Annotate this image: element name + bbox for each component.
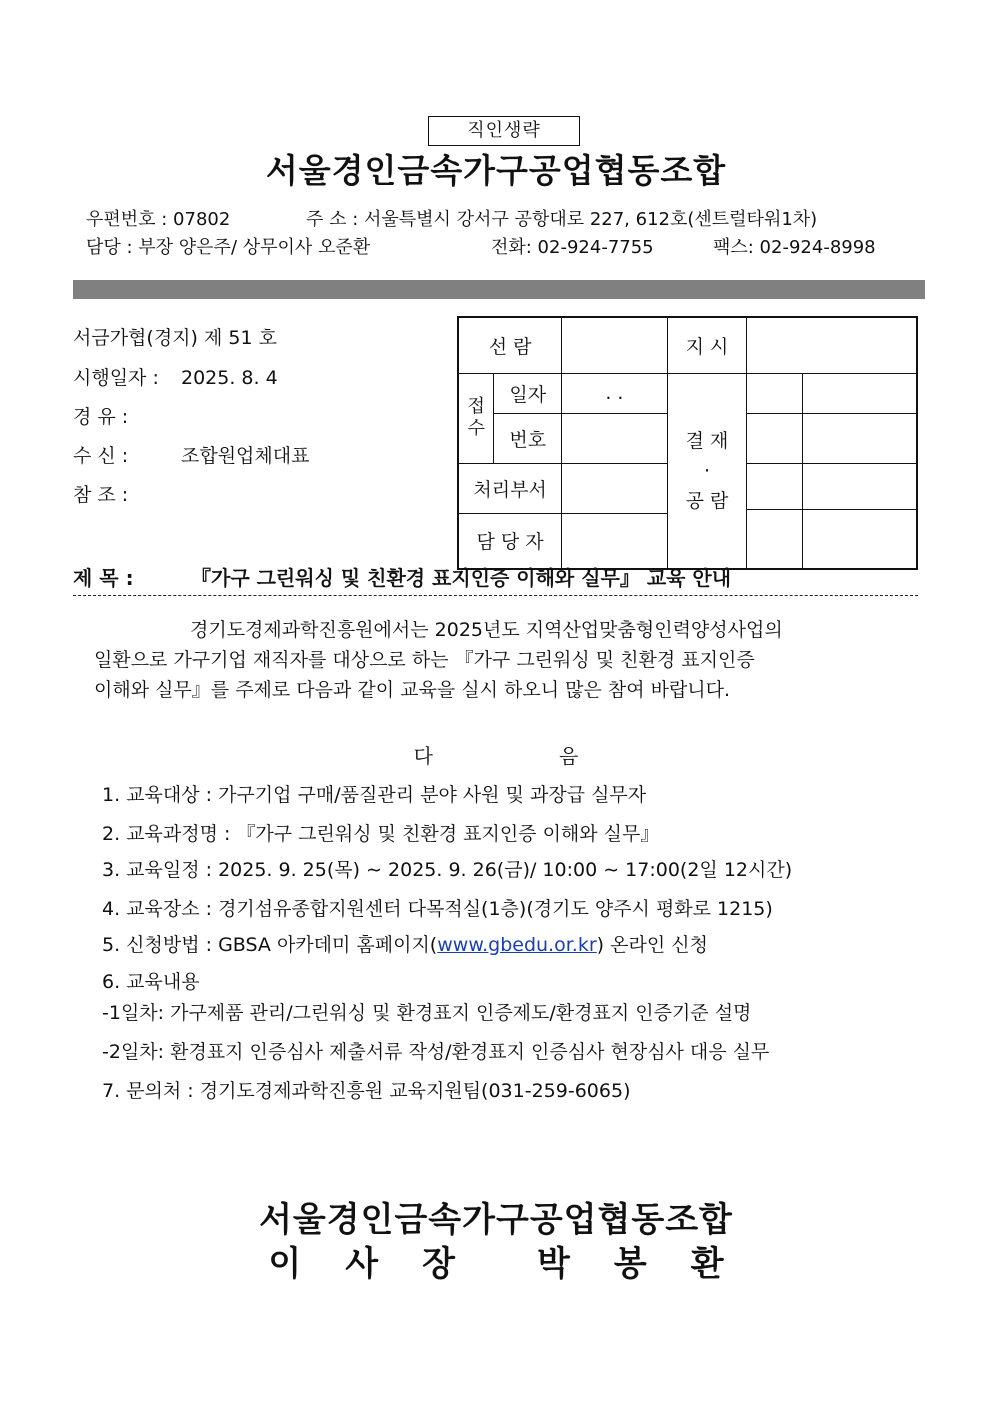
reference-label: 참 조 : — [73, 484, 129, 506]
approval-slot-2b — [803, 413, 917, 463]
fax-number: 팩스: 02-924-8998 — [713, 237, 876, 258]
processing-dept-label: 처리부서 — [458, 463, 562, 513]
item-contact: 7. 문의처 : 경기도경제과학진흥원 교육지원팀(031-259-6065) — [102, 1080, 631, 1102]
receipt-number-value — [562, 413, 667, 463]
body-line-3: 이해와 실무』를 주제로 다음과 같이 교육을 실시 하오니 많은 참여 바랍니다. — [94, 679, 731, 701]
recipient-label: 수 신 : — [73, 445, 129, 467]
approval-label-dot: · — [703, 459, 710, 482]
subject-dashed-divider — [73, 595, 918, 596]
footer-organization: 서울경인금속가구공업협동조합 — [259, 1200, 733, 1240]
body-line-2: 일환으로 가구기업 재직자를 대상으로 하는 『가구 그린워싱 및 친환경 표지인증 — [94, 649, 755, 671]
preview-cell — [562, 317, 667, 373]
approval-label-line1: 결 재 — [685, 429, 729, 452]
footer-title-char: 사 — [345, 1244, 379, 1284]
instruction-cell — [747, 317, 917, 373]
notice-heading-left: 다 — [413, 744, 433, 768]
approval-slot-4b — [803, 509, 917, 569]
approval-slot-2a — [747, 413, 803, 463]
footer-name-char: 환 — [690, 1244, 724, 1284]
item-application-prefix: 5. 신청방법 : GBSA 아카데미 홈페이지( — [102, 934, 438, 956]
reference-row — [73, 480, 181, 507]
notice-heading-right: 음 — [559, 744, 579, 768]
receipt-label — [458, 373, 494, 463]
item-content-heading: 6. 교육내용 — [102, 971, 200, 993]
person-in-charge-label: 담 당 자 — [458, 513, 562, 569]
item-content-day1: -1일차: 가구제품 관리/그린워싱 및 환경표지 인증제도/환경표지 인증기준 설명 — [102, 1002, 752, 1024]
item-target: 1. 교육대상 : 가구기업 구매/품질관리 분야 사원 및 과장급 실무자 — [102, 784, 647, 806]
person-in-charge-value — [562, 513, 667, 569]
recipient-value: 조합원업체대표 — [181, 445, 310, 467]
subject-row — [73, 562, 731, 591]
approval-label-line2: 공 람 — [685, 489, 729, 512]
address: 주 소 : 서울특별시 강서구 공항대로 227, 612호(센트럴타워1차) — [306, 209, 818, 230]
subject-label: 제 목 : — [73, 566, 134, 590]
approval-slot-1a — [747, 373, 803, 413]
organization-title: 서울경인금속가구공업협동조합 — [265, 151, 727, 190]
item-application-suffix: ) 온라인 신청 — [596, 934, 708, 956]
footer-name-char: 봉 — [613, 1244, 647, 1284]
approval-slot-3a — [747, 463, 803, 509]
approval-sharing-label — [667, 373, 747, 569]
footer-signatory — [0, 1236, 992, 1285]
approval-slot-3b — [803, 463, 917, 509]
stamp-omitted-box: 직인생략 — [428, 116, 580, 146]
via-label: 경 유 : — [73, 406, 129, 428]
subject-text: 『가구 그린워싱 및 친환경 표지인증 이해와 실무』 교육 안내 — [191, 566, 732, 590]
postal-code: 우편번호 : 07802 — [86, 209, 231, 230]
recipient-row — [73, 441, 309, 468]
item-course-name: 2. 교육과정명 : 『가구 그린워싱 및 친환경 표지인증 이해와 실무』 — [102, 823, 660, 845]
via-row — [73, 402, 181, 429]
preview-label: 선 람 — [458, 317, 562, 373]
issue-date-label: 시행일자 : — [73, 367, 159, 389]
issue-date-value: 2025. 8. 4 — [181, 367, 278, 389]
processing-dept-value — [562, 463, 667, 513]
document-number: 서금가협(경지) 제 51 호 — [73, 327, 277, 349]
issue-date-row — [73, 363, 278, 390]
receipt-date-label: 일자 — [494, 373, 562, 413]
gbedu-link[interactable]: www.gbedu.or.kr — [437, 934, 597, 956]
item-schedule: 3. 교육일정 : 2025. 9. 25(목) ∼ 2025. 9. 26(금)/ 10:00 ∼ 17:00(2일 12시간) — [102, 859, 793, 881]
footer-name-char: 박 — [537, 1244, 570, 1284]
contact-person: 담당 : 부장 양은주/ 상무이사 오준환 — [86, 237, 371, 258]
approval-slot-4a — [747, 509, 803, 569]
item-venue: 4. 교육장소 : 경기섬유종합지원센터 다목적실(1층)(경기도 양주시 평화로 1215) — [102, 898, 773, 920]
instruction-label: 지 시 — [667, 317, 747, 373]
item-application — [102, 930, 708, 957]
receipt-label-text: 접수 — [467, 396, 485, 439]
receipt-date-value: . . — [562, 373, 667, 413]
notice-heading — [0, 740, 992, 769]
body-line-1: 경기도경제과학진흥원에서는 2025년도 지역산업맞춤형인력양성사업의 — [190, 619, 783, 641]
phone-number: 전화: 02-924-7755 — [491, 237, 654, 258]
header-divider-bar — [73, 280, 925, 299]
footer-title-char: 장 — [422, 1244, 455, 1284]
receipt-number-label: 번호 — [494, 413, 562, 463]
item-content-day2: -2일차: 환경표지 인증심사 제출서류 작성/환경표지 인증심사 현장심사 대응 실무 — [102, 1041, 770, 1063]
footer-title-char: 이 — [268, 1244, 302, 1284]
approval-table — [457, 316, 918, 570]
approval-slot-1b — [803, 373, 917, 413]
